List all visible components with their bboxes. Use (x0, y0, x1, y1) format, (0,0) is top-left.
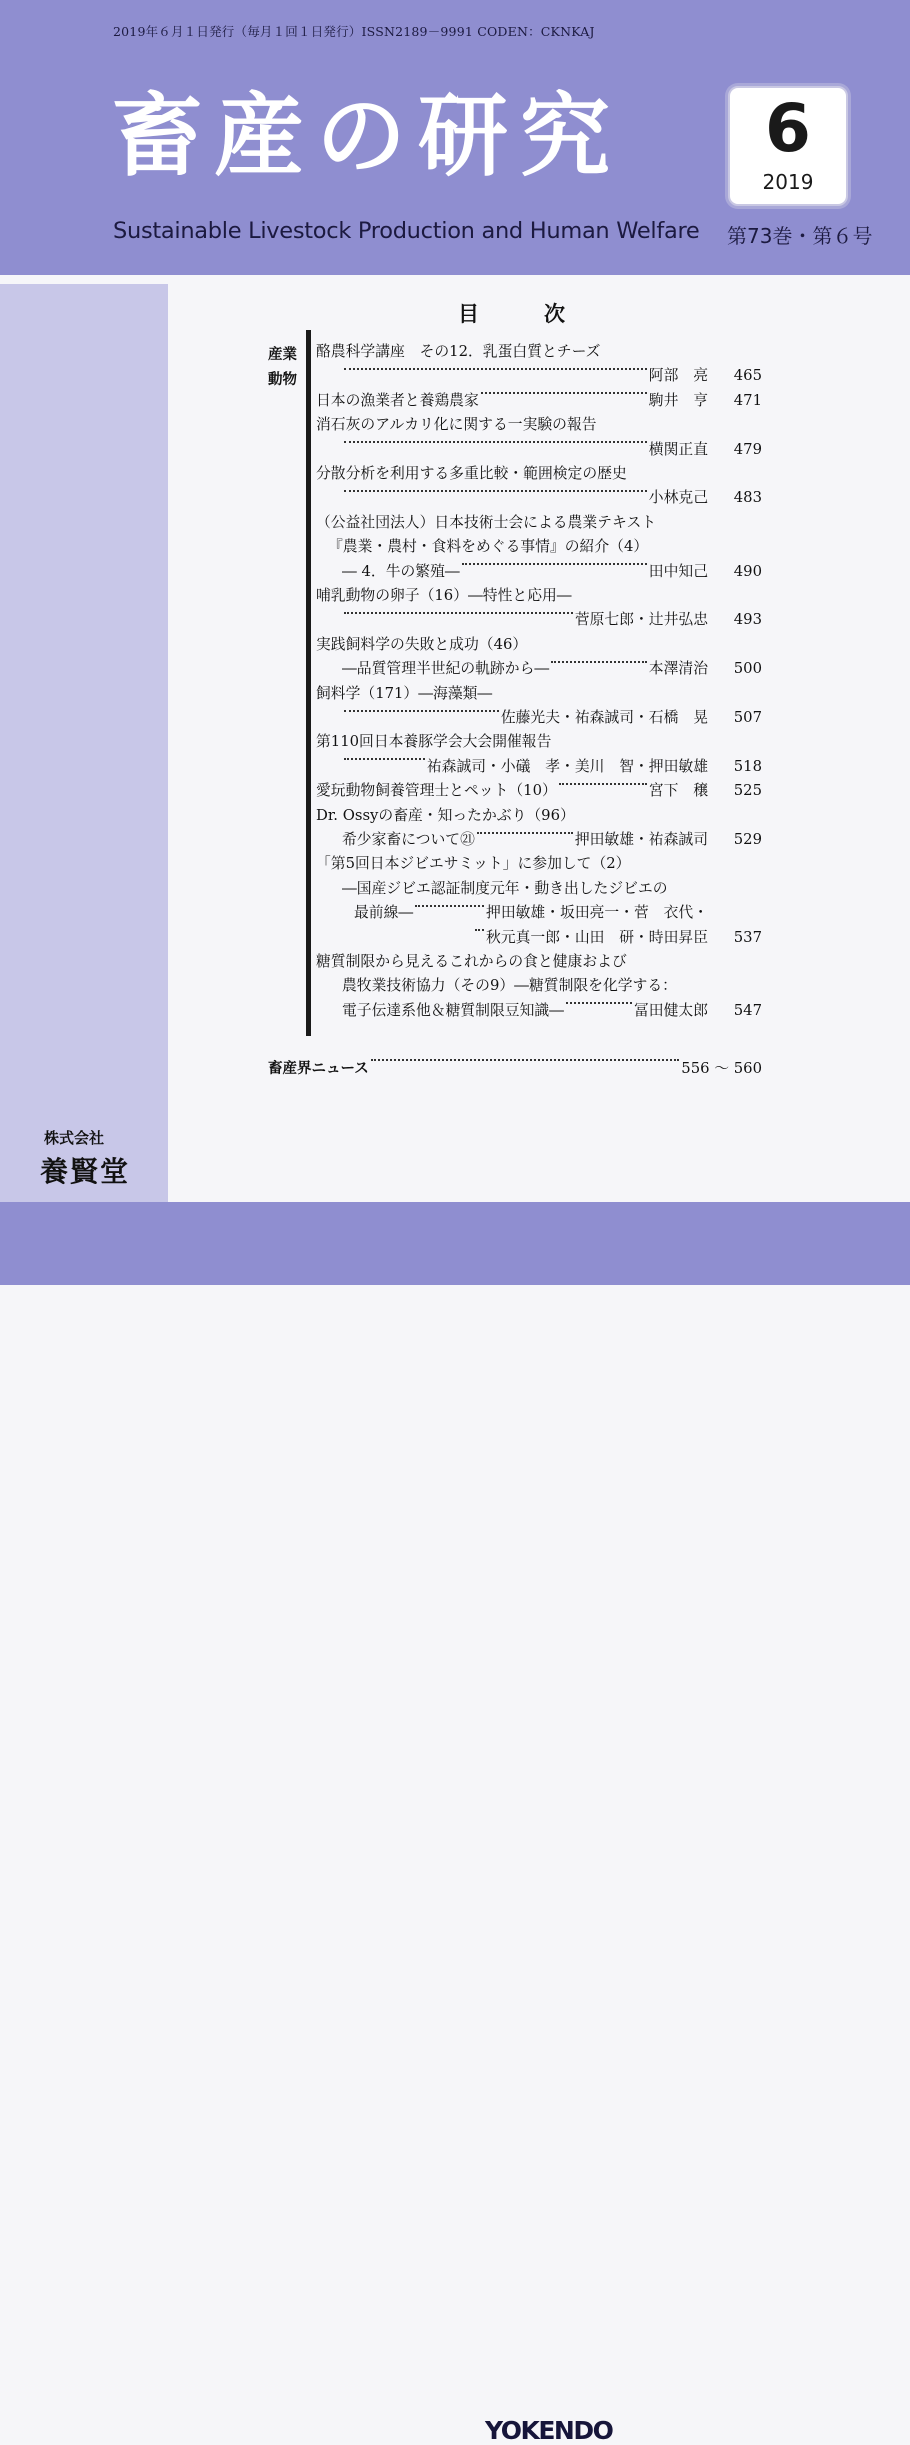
toc-entry-author: 本澤清治 (648, 660, 708, 678)
leader-dots (344, 440, 647, 443)
toc-entry-line[interactable] (342, 364, 762, 388)
toc-entry-line[interactable] (342, 877, 762, 901)
toc-entry-line[interactable] (316, 852, 762, 876)
toc-entry-line[interactable] (342, 608, 762, 632)
section-label-bottom: 動物 (268, 372, 297, 388)
toc-entry-title: 消石灰のアルカリ化に関する一実験の報告 (316, 416, 597, 434)
leader-dots (344, 709, 499, 712)
toc-entry-title: 『農業・農村・食料をめぐる事情』の紹介（4） (328, 538, 649, 556)
leader-dots (477, 831, 573, 834)
toc-entry-author: 押田敏雄・祐森誠司 (574, 831, 708, 848)
leader-dots (551, 660, 647, 663)
toc-entry-line[interactable] (342, 560, 762, 584)
toc-entry-line[interactable] (328, 535, 762, 559)
leader-dots (344, 367, 647, 370)
toc-entry-author: 駒井 亨 (648, 391, 708, 409)
leader-dots (344, 757, 425, 760)
toc-entry-title: 酪農科学講座 その12．乳蛋白質とチーズ (316, 343, 601, 360)
toc-entry-title: 農牧業技術協力（その9）―糖質制限を化学する： (342, 977, 677, 995)
issue-year: 2019 (762, 170, 814, 194)
toc-entry-line[interactable] (316, 950, 762, 974)
leader-dots (371, 1058, 680, 1061)
toc-entry-page: 500 (733, 660, 762, 678)
toc-entry-title: ― 4．牛の繁殖― (342, 562, 460, 580)
toc-entry-line[interactable] (316, 340, 762, 364)
toc-entry-title: 飼料学（171）―海藻類― (316, 684, 493, 702)
toc-entry-page: 507 (733, 709, 762, 726)
toc-entry-line[interactable] (316, 584, 762, 608)
toc-entry-page: 471 (733, 391, 762, 409)
news-pages: 556 ～ 560 (681, 1059, 762, 1077)
toc-entry-line[interactable] (316, 511, 762, 535)
toc-entry-line[interactable] (316, 682, 762, 706)
toc-entry-page: 479 (733, 440, 762, 458)
toc-entry-author: 田中知己 (648, 562, 708, 580)
leader-dots (344, 489, 647, 492)
cover-footer-band (0, 1202, 910, 2445)
leader-dots (462, 562, 647, 565)
toc-entry-page: 465 (733, 367, 762, 385)
toc-entry-line[interactable] (316, 389, 762, 413)
toc-entry-title: 電子伝達系他＆糖質制限豆知識― (342, 1001, 564, 1019)
toc-entry-title: 第110回日本養豚学会大会開催報告 (316, 733, 552, 751)
side-panel (0, 284, 168, 1202)
leader-dots (415, 904, 484, 907)
toc-entry-page: 537 (733, 928, 762, 946)
toc-entry-title: 「第5回日本ジビエサミット」に参加して（2） (316, 855, 631, 873)
toc-entry-title: ―品質管理半世紀の軌跡から― (342, 660, 550, 678)
issue-box (728, 86, 848, 206)
leader-dots (559, 782, 647, 785)
toc-entry-line[interactable] (316, 413, 762, 437)
leader-dots (475, 928, 484, 931)
toc-entry-author: 佐藤光夫・祐森誠司・石橋 晃 (500, 709, 708, 726)
journal-title: 畜産の研究 (112, 84, 622, 189)
toc-entry-line[interactable] (342, 755, 762, 779)
news-line[interactable] (268, 1055, 762, 1079)
toc-entry-title: 愛玩動物飼養管理士とペット（10） (316, 782, 557, 800)
toc-entry-author: 秋元真一郎・山田 研・時田昇臣 (486, 928, 708, 946)
toc-entry-page: 493 (733, 611, 762, 629)
leader-dots (344, 611, 573, 614)
toc-entry-author: 祐森誠司・小礒 孝・美川 智・押田敏雄 (426, 757, 708, 775)
toc-entry-line[interactable] (342, 438, 762, 462)
toc-entry-page: 490 (733, 562, 762, 580)
toc-entry-author: 押田敏雄・坂田亮一・菅 衣代・ (486, 904, 708, 922)
toc-entry-author: 小林克己 (648, 489, 708, 507)
toc-entry-author: 冨田健太郎 (634, 1001, 708, 1019)
toc-entry-page: 518 (733, 757, 762, 775)
toc-entry-title: 分散分析を利用する多重比較・範囲検定の歴史 (316, 465, 627, 482)
toc-entry-page: 483 (733, 489, 762, 507)
toc-entry-line[interactable] (316, 633, 762, 657)
publisher-name: 養賢堂 (40, 1155, 131, 1188)
toc-entry-line[interactable] (342, 657, 762, 681)
toc-entry-title: ―国産ジビエ認証制度元年・動き出したジビエの (342, 879, 668, 897)
toc-entry-author: 阿部 亮 (648, 367, 708, 385)
publisher-logo: YOKENDO (485, 2416, 613, 2445)
toc-entry-line[interactable] (316, 804, 762, 828)
toc-entry-author: 宮下 穣 (648, 782, 708, 800)
toc-entry-title: 日本の漁業者と養鶏農家 (316, 391, 479, 409)
issue-number: 6 (765, 90, 811, 167)
toc-entry-line[interactable] (473, 926, 762, 950)
toc-entry-line[interactable] (342, 974, 762, 998)
cover-header-band (0, 0, 910, 275)
volume-number: 第73巻・第６号 (727, 224, 873, 248)
toc-entry-page: 547 (733, 1001, 762, 1019)
publisher-type: 株式会社 (44, 1129, 105, 1147)
toc-heading: 目 次 (458, 302, 587, 326)
toc-entry-title: 実践飼料学の失敗と成功（46） (316, 635, 528, 653)
news-label: 畜産界ニュース (268, 1060, 369, 1077)
section-label-top: 産業 (268, 347, 297, 363)
toc-entry-line[interactable] (342, 999, 762, 1023)
toc-entry-line[interactable] (342, 828, 762, 852)
toc-entry-title: 糖質制限から見えるこれからの食と健康および (316, 953, 627, 970)
toc-entry-page: 529 (733, 831, 762, 848)
toc-entry-line[interactable] (316, 462, 762, 486)
toc-entry-title: 哺乳動物の卵子（16）―特性と応用― (316, 587, 572, 604)
toc-entry-title: （公益社団法人）日本技術士会による農業テキスト (316, 513, 657, 531)
toc-entry-line[interactable] (342, 706, 762, 730)
section-rule (306, 330, 311, 1036)
toc-entry-line[interactable] (354, 901, 762, 925)
toc-entry-title: 希少家畜について㉑ (342, 831, 475, 848)
toc-entry-title: 最前線― (354, 904, 414, 922)
toc-entry-author: 菅原七郎・辻井弘忠 (574, 611, 708, 629)
toc-entry-line[interactable] (316, 730, 762, 754)
toc-entry-author: 横関正直 (648, 440, 708, 458)
toc-entry-line[interactable] (316, 779, 762, 803)
toc-entry-page: 525 (733, 782, 762, 800)
leader-dots (481, 391, 647, 394)
toc-entry-title: Dr. Ossyの畜産・知ったかぶり（96） (316, 806, 575, 824)
publication-info: 2019年６月１日発行（毎月１回１日発行）ISSN2189－9991 CODEN：CKNKAJ (113, 24, 595, 39)
leader-dots (566, 1001, 632, 1004)
toc-entry-line[interactable] (342, 486, 762, 510)
journal-subtitle: Sustainable Livestock Production and Human Welfare (113, 218, 700, 244)
